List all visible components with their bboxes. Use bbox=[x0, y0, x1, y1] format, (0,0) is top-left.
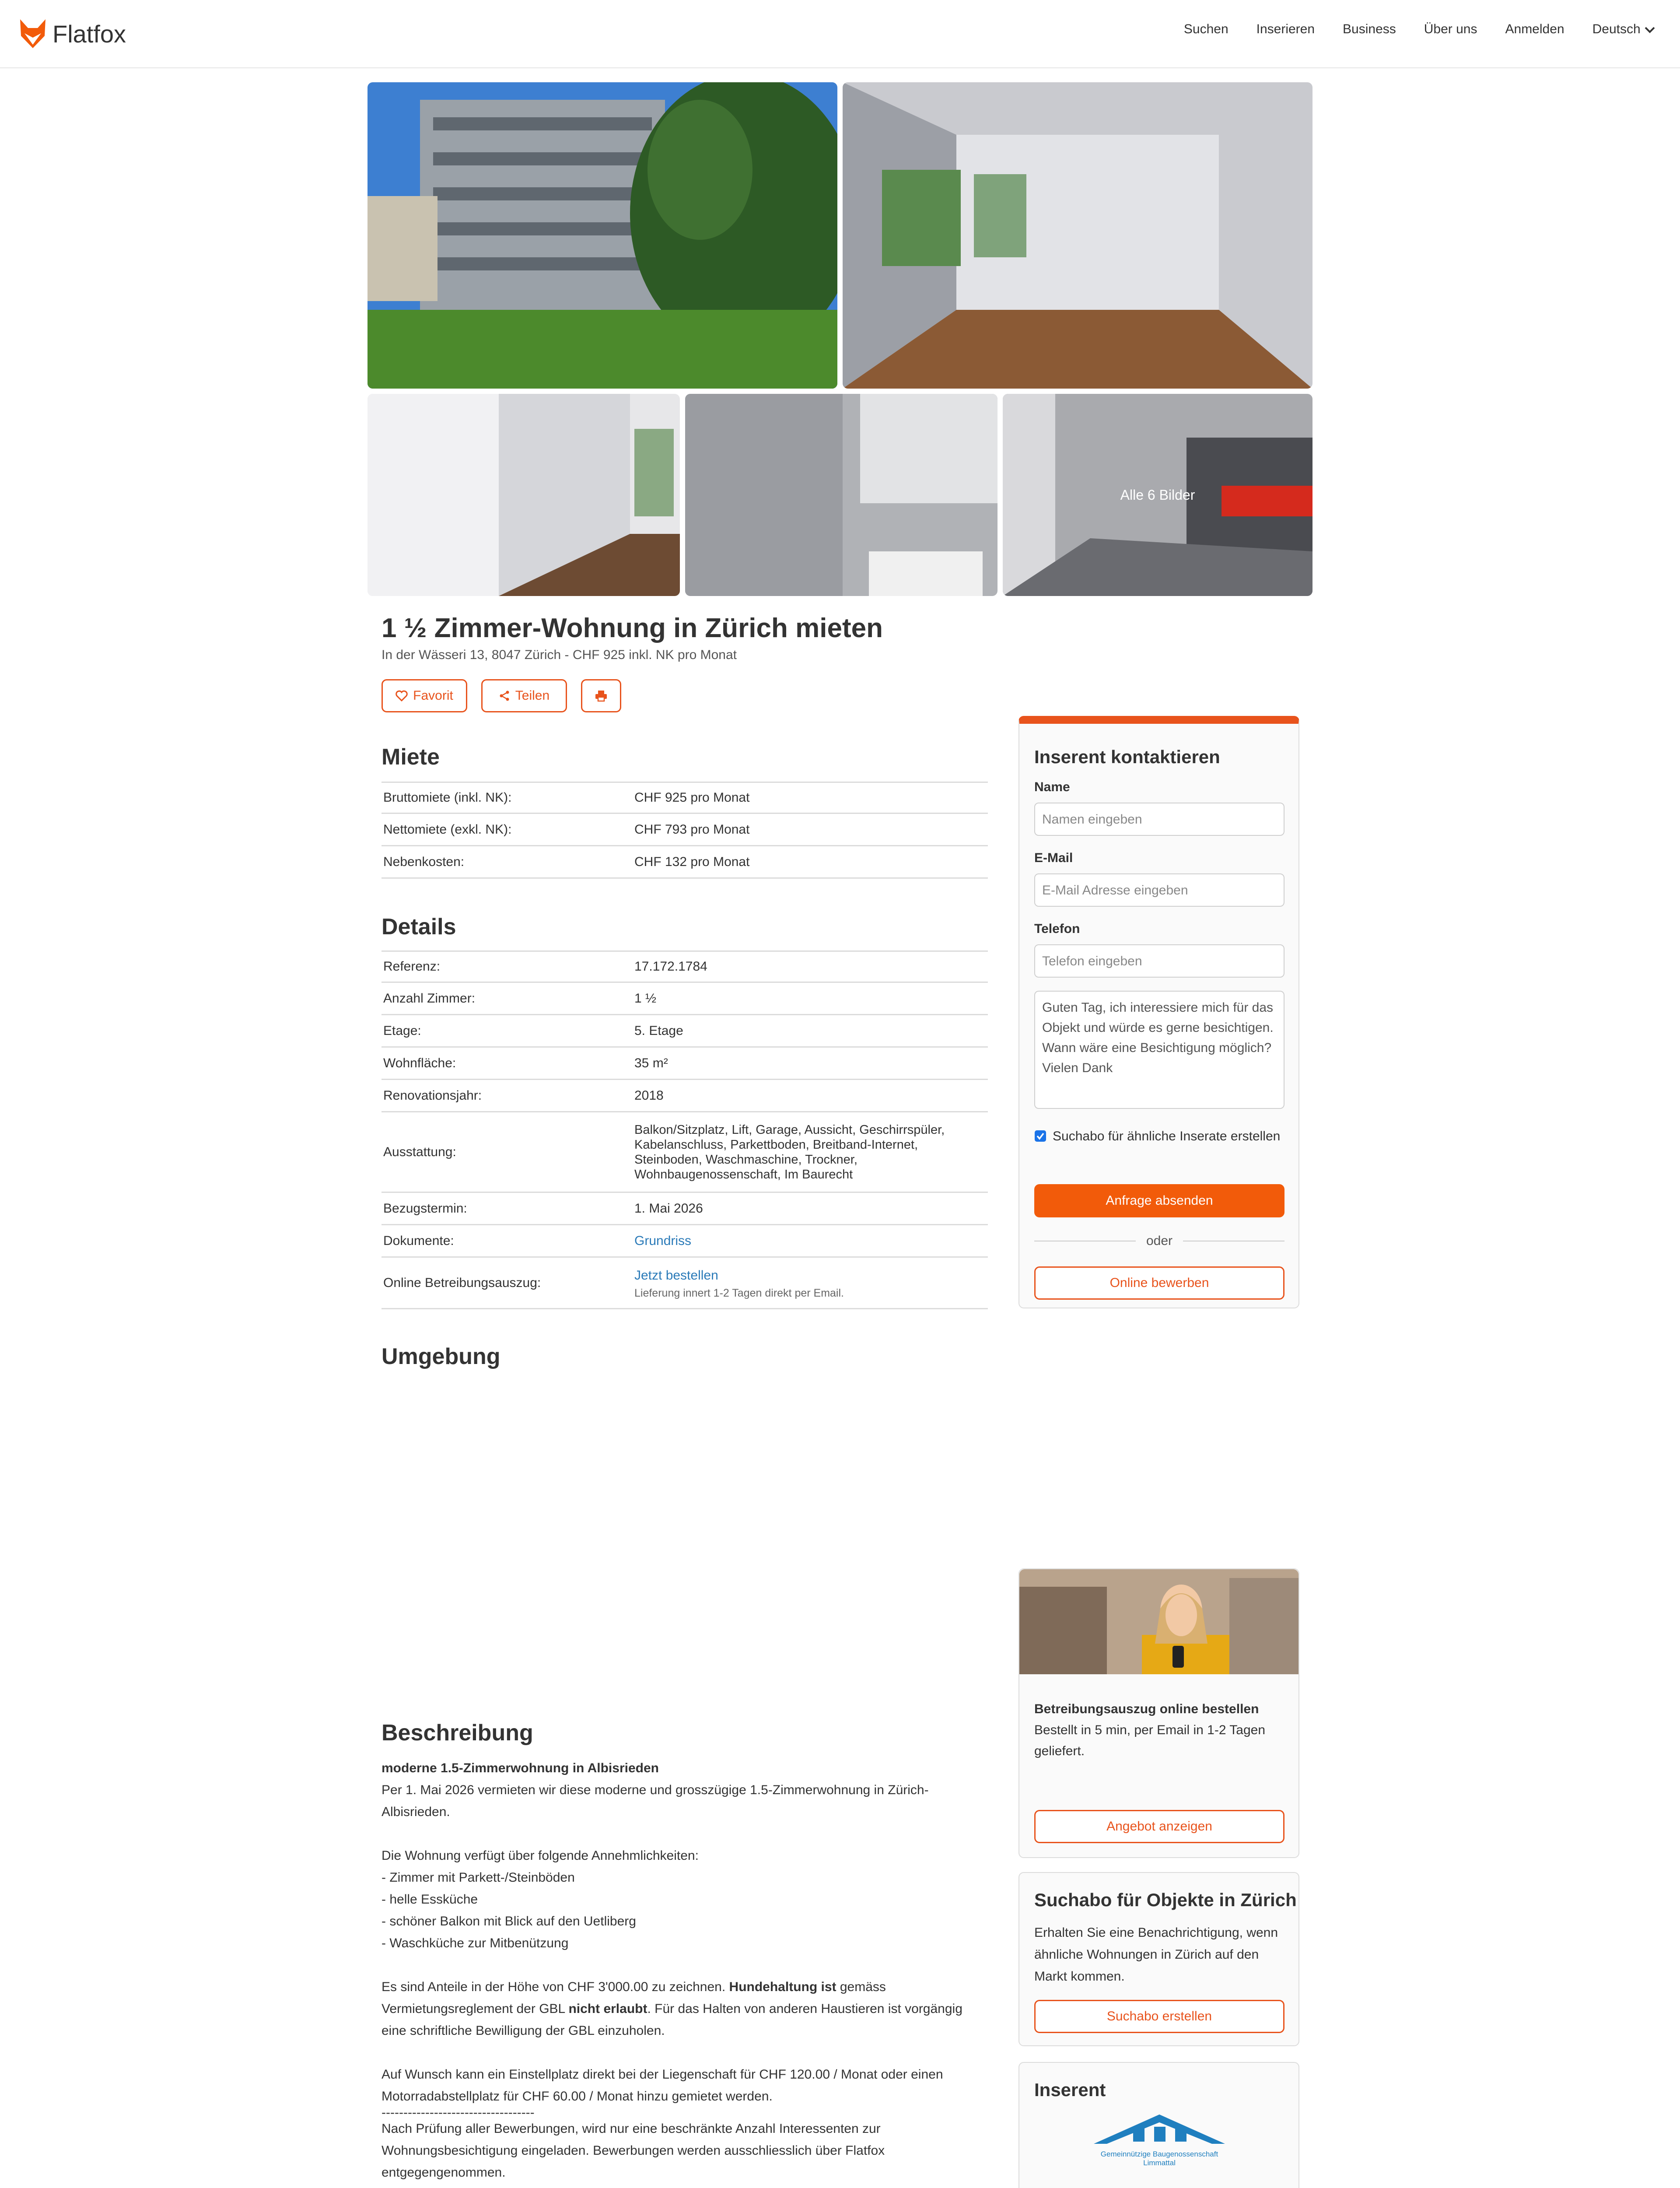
description-p1: Per 1. Mai 2026 vermieten wir diese moderne und grosszügige 1.5-Zimmerwohnung in Zürich-Albisrieden. bbox=[382, 1783, 929, 1819]
details-table bbox=[382, 950, 988, 1309]
message-textarea[interactable]: Guten Tag, ich interessiere mich für das Objekt und würde es gerne besichtigen. Wann wäre eine Besichtigung möglich? Vielen Dank bbox=[1034, 991, 1284, 1109]
table-key: Online Betreibungsauszug: bbox=[383, 1275, 541, 1290]
description-p5: Nach Prüfung aller Bewerbungen, wird nur eine beschränkte Anzahl Interessenten zur Wohnungsbesichtigung eingeladen. Bewerbungen werden ausschliesslich über Flatfox entgegengenommen. bbox=[382, 2121, 885, 2180]
photo-bathroom[interactable] bbox=[685, 394, 998, 596]
name-input[interactable]: Namen eingeben bbox=[1034, 803, 1284, 836]
nav-business[interactable]: Business bbox=[1343, 22, 1396, 36]
main-nav bbox=[1184, 22, 1656, 37]
surroundings-heading: Umgebung bbox=[382, 1344, 500, 1369]
amenity-item: - Zimmer mit Parkett-/Steinböden bbox=[382, 1870, 575, 1885]
search-alert-label: Suchabo für ähnliche Inserate erstellen bbox=[1053, 1129, 1281, 1143]
amenities-intro: Die Wohnung verfügt über folgende Annehmlichkeiten: bbox=[382, 1848, 699, 1863]
phone-input[interactable]: Telefon eingeben bbox=[1034, 944, 1284, 978]
or-divider bbox=[1034, 1232, 1284, 1250]
contact-heading: Inserent kontaktieren bbox=[1034, 747, 1220, 767]
table-key: Bruttomiete (inkl. NK): bbox=[383, 790, 512, 805]
language-switcher[interactable] bbox=[1592, 22, 1656, 37]
brand-name: Flatfox bbox=[52, 20, 126, 48]
promo-title: Betreibungsauszug online bestellen bbox=[1034, 1702, 1259, 1716]
table-key: Referenz: bbox=[383, 959, 441, 974]
table-row bbox=[382, 814, 988, 846]
all-pictures-overlay[interactable]: Alle 6 Bilder bbox=[1120, 487, 1195, 503]
features-value: Balkon/Sitzplatz, Lift, Garage, Aussicht, Geschirrspüler, Kabelanschluss, Parkettboden, Breitband-Internet, Steinboden, Waschmaschine, Trockner, Wohnbaugenossenschaft, Im Baurecht bbox=[634, 1122, 945, 1182]
table-row bbox=[382, 1048, 988, 1080]
brand-logo[interactable] bbox=[19, 18, 126, 49]
print-button[interactable] bbox=[581, 679, 621, 712]
favorite-label: Favorit bbox=[413, 688, 453, 703]
delivery-note: Lieferung innert 1-2 Tagen direkt per Email. bbox=[634, 1287, 844, 1299]
advertiser-name bbox=[1034, 2185, 1164, 2188]
description-p4: Auf Wunsch kann ein Einstellplatz direkt bei der Liegenschaft für CHF 120.00 / Monat oder einen Motorradabstellplatz für CHF 60.00 / Monat hinzu gemietet werden. bbox=[382, 2067, 943, 2104]
details-heading: Details bbox=[382, 914, 456, 940]
table-value: 35 m² bbox=[634, 1055, 668, 1070]
nav-login[interactable]: Anmelden bbox=[1505, 22, 1564, 36]
photo-living-room[interactable] bbox=[843, 82, 1312, 389]
table-value: CHF 793 pro Monat bbox=[634, 822, 750, 837]
table-value: 1. Mai 2026 bbox=[634, 1201, 703, 1216]
promo-description: Bestellt in 5 min, per Email in 1-2 Tagen geliefert. bbox=[1034, 1723, 1266, 1758]
nav-search[interactable]: Suchen bbox=[1183, 22, 1228, 36]
phone-label: Telefon bbox=[1034, 922, 1080, 936]
nav-advertise[interactable]: Inserieren bbox=[1256, 22, 1315, 36]
nav-about[interactable]: Über uns bbox=[1424, 22, 1477, 36]
table-value: 17.172.1784 bbox=[634, 959, 707, 974]
checkbox-checked-icon[interactable] bbox=[1034, 1130, 1046, 1142]
table-key: Nettomiete (exkl. NK): bbox=[383, 822, 512, 837]
table-row bbox=[382, 1193, 988, 1225]
search-alert-text: Erhalten Sie eine Benachrichtigung, wenn ähnliche Wohnungen in Zürich auf den Markt kommen. bbox=[1034, 1925, 1278, 1984]
table-key: Etage: bbox=[383, 1023, 421, 1038]
fox-logo-icon bbox=[19, 18, 46, 49]
debt-extract-cell bbox=[634, 1266, 988, 1300]
advertiser-card bbox=[1018, 2062, 1299, 2188]
description-heading: Beschreibung bbox=[382, 1720, 533, 1746]
listing-subtitle: In der Wässeri 13, 8047 Zürich - CHF 925 inkl. NK pro Monat bbox=[382, 648, 737, 662]
amenity-item: - schöner Balkon mit Blick auf den Uetliberg bbox=[382, 1914, 636, 1929]
contact-form-card bbox=[1018, 716, 1299, 1308]
text-span: Es sind Anteile in der Höhe von CHF 3'000.00 zu zeichnen. bbox=[382, 1980, 729, 1994]
table-row bbox=[382, 1258, 988, 1309]
email-label: E-Mail bbox=[1034, 851, 1073, 865]
chevron-down-icon bbox=[1644, 25, 1656, 34]
language-label: Deutsch bbox=[1592, 22, 1641, 36]
share-label: Teilen bbox=[515, 688, 550, 703]
table-row bbox=[382, 1225, 988, 1258]
table-key: Nebenkosten: bbox=[383, 854, 465, 869]
search-alert-heading: Suchabo für Objekte in Zürich bbox=[1034, 1890, 1297, 1910]
table-value: CHF 132 pro Monat bbox=[634, 854, 750, 869]
table-key: Dokumente: bbox=[383, 1233, 454, 1248]
table-row bbox=[382, 1112, 988, 1193]
show-offer-button[interactable]: Angebot anzeigen bbox=[1034, 1810, 1284, 1843]
description-divider: ----------------------------------- bbox=[382, 2105, 535, 2120]
table-row bbox=[382, 782, 988, 814]
apply-online-button[interactable]: Online bewerben bbox=[1034, 1266, 1284, 1300]
name-label: Name bbox=[1034, 780, 1070, 794]
amenity-item: - helle Essküche bbox=[382, 1892, 478, 1907]
table-row bbox=[382, 950, 988, 983]
advertiser-heading: Inserent bbox=[1034, 2079, 1106, 2100]
or-text: oder bbox=[1146, 1234, 1173, 1248]
promo-photo-woman-phone bbox=[1019, 1569, 1298, 1674]
heart-icon bbox=[396, 690, 408, 701]
text-span: gemäss Vermietungsreglement der GBL bbox=[382, 1980, 886, 2016]
gbl-logo bbox=[1085, 2111, 1234, 2167]
listing-title: 1 ½ Zimmer-Wohnung in Zürich mieten bbox=[382, 613, 883, 643]
table-key: Renovationsjahr: bbox=[383, 1088, 482, 1103]
photo-kitchen[interactable] bbox=[1003, 394, 1312, 596]
table-row bbox=[382, 1015, 988, 1048]
description-body bbox=[382, 1757, 988, 2188]
photo-wardrobe[interactable] bbox=[368, 394, 680, 596]
top-header bbox=[0, 0, 1680, 68]
order-now-link[interactable]: Jetzt bestellen bbox=[634, 1268, 718, 1283]
share-icon bbox=[499, 690, 510, 701]
advertiser-address bbox=[1034, 2185, 1164, 2188]
search-alert-card bbox=[1018, 1872, 1299, 2046]
table-value: CHF 925 pro Monat bbox=[634, 790, 750, 805]
send-request-button[interactable]: Anfrage absenden bbox=[1034, 1184, 1284, 1217]
photo-building-exterior[interactable] bbox=[368, 82, 837, 389]
table-key: Wohnfläche: bbox=[383, 1055, 456, 1070]
table-value: 2018 bbox=[634, 1088, 664, 1103]
description-p3 bbox=[382, 1976, 988, 2042]
rent-heading: Miete bbox=[382, 744, 440, 770]
text-bold: nicht erlaubt bbox=[568, 2002, 648, 2016]
favorite-button[interactable] bbox=[382, 679, 467, 712]
table-row bbox=[382, 1080, 988, 1112]
search-alert-option bbox=[1034, 1126, 1284, 1147]
text-bold: Hundehaltung ist bbox=[729, 1980, 836, 1994]
promo-text bbox=[1034, 1699, 1288, 1762]
photo-gallery bbox=[368, 82, 1312, 596]
table-key: Ausstattung: bbox=[383, 1144, 456, 1159]
table-value: 1 ½ bbox=[634, 991, 657, 1006]
table-key: Bezugstermin: bbox=[383, 1201, 467, 1216]
amenity-item: - Waschküche zur Mitbenützung bbox=[382, 1936, 569, 1950]
table-row bbox=[382, 983, 988, 1015]
description-lead: moderne 1.5-Zimmerwohnung in Albisrieden bbox=[382, 1761, 659, 1775]
floorplan-link[interactable]: Grundriss bbox=[634, 1233, 692, 1248]
table-value: 5. Etage bbox=[634, 1023, 683, 1038]
rent-table bbox=[382, 782, 988, 879]
email-input[interactable]: E-Mail Adresse eingeben bbox=[1034, 873, 1284, 907]
gbl-logo-caption: Gemeinnützige Baugenossenschaft Limmattal bbox=[1100, 2150, 1218, 2167]
table-key: Anzahl Zimmer: bbox=[383, 991, 476, 1006]
debt-extract-promo-card bbox=[1018, 1568, 1299, 1858]
action-buttons bbox=[382, 679, 621, 712]
text-span: . Für das Halten von anderen Haustieren ist vorgängig eine schriftliche Bewilligung der GBL einzuholen. bbox=[382, 2002, 962, 2038]
share-button[interactable] bbox=[481, 679, 567, 712]
gbl-logo-mark bbox=[1089, 2111, 1229, 2146]
table-row bbox=[382, 846, 988, 879]
print-icon bbox=[595, 690, 608, 702]
create-search-alert-button[interactable]: Suchabo erstellen bbox=[1034, 2000, 1284, 2033]
